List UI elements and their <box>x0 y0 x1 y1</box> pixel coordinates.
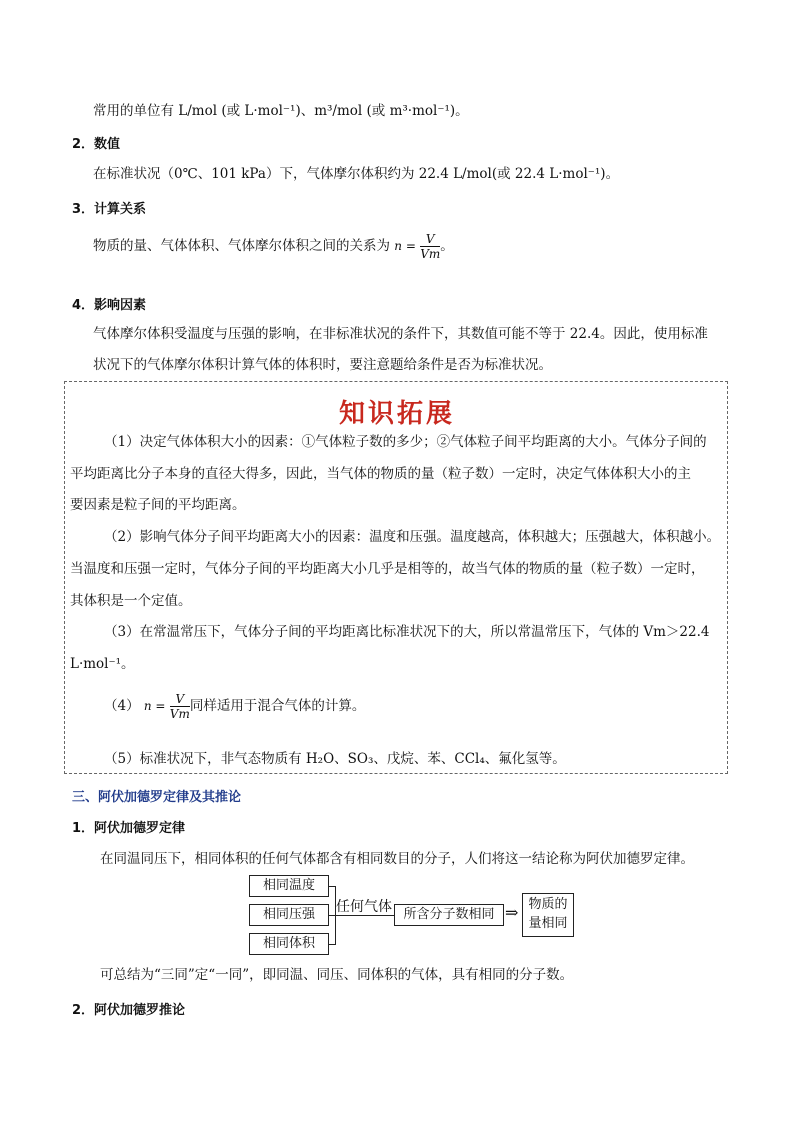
result-box <box>522 893 574 937</box>
condition-volume: 相同体积 <box>249 933 329 955</box>
box-p4-label: （4） <box>104 698 140 714</box>
condition-result-box: 所含分子数相同 <box>394 904 504 926</box>
condition-temperature: 相同温度 <box>249 875 329 897</box>
section-3-heading <box>72 198 146 217</box>
section-title: 阿伏加德罗推论 <box>94 1003 186 1018</box>
law-heading <box>72 817 185 836</box>
section-title: 阿伏加德罗定律 <box>94 821 186 836</box>
box-p4-text: 同样适用于混合气体的计算。 <box>189 698 366 714</box>
box-p4 <box>104 692 365 721</box>
section-title: 影响因素 <box>94 298 147 313</box>
section-2-text: 在标准状况（0℃、101 kPa）下，气体摩尔体积约为 22.4 L/mol(或 22.4 L·mol⁻¹)。 <box>93 166 620 182</box>
box-p3-line-2: L·mol⁻¹。 <box>70 656 135 672</box>
fraction <box>420 232 440 261</box>
box-p2-line-2: 当温度和压强一定时，气体分子间的平均距离大小几乎是相等的，故当气体的物质的量（粒子数）一定时， <box>70 561 705 577</box>
law-text: 在同温同压下，相同体积的任何气体都含有相同数目的分子，人们将这一结论称为阿伏加德罗定律。 <box>100 851 694 867</box>
result-line-1: 物质的 <box>528 897 568 912</box>
formula-n: n = <box>143 699 166 713</box>
formula-n: n = <box>394 239 416 253</box>
box-p1-line-3: 要因素是粒子间的平均距离。 <box>70 497 246 513</box>
units-text: 常用的单位有 L/mol (或 L·mol⁻¹)、m³/mol (或 m³·mol⁻¹)。 <box>93 103 469 119</box>
implies-arrow-icon: ⇒ <box>505 903 519 922</box>
fraction-numerator: V <box>170 692 190 707</box>
any-gas-label: 任何气体 <box>336 899 392 915</box>
box-p2-line-3: 其体积是一个定值。 <box>70 593 192 609</box>
section-2-heading <box>72 133 120 152</box>
section-3-text <box>93 232 454 261</box>
connector <box>336 915 394 916</box>
fraction <box>170 692 190 721</box>
section-number: 2． <box>72 137 95 152</box>
box-p1-line-2: 平均距离比分子本身的直径大得多，因此，当气体的物质的量（粒子数）一定时，决定气体体积大小的主 <box>70 466 691 482</box>
knowledge-box-title: 知识拓展 <box>338 399 455 429</box>
box-p1-line-1: （1）决定气体体积大小的因素：①气体粒子数的多少；②气体粒子间平均距离的大小。气体分子间的 <box>104 434 707 450</box>
chapter-3-heading: 三、阿伏加德罗定律及其推论 <box>72 790 242 805</box>
section-4-heading <box>72 294 146 313</box>
corollary-heading <box>72 999 185 1018</box>
formula-end: 。 <box>440 238 454 254</box>
section-number: 1． <box>72 821 95 836</box>
section-number: 2． <box>72 1003 95 1018</box>
section-4-line-2: 状况下的气体摩尔体积计算气体的体积时，要注意题给条件是否为标准状况。 <box>93 357 552 373</box>
condition-pressure: 相同压强 <box>249 904 329 926</box>
box-p3-line-1: （3）在常温常压下，气体分子间的平均距离比标准状况下的大，所以常温常压下，气体的 Vm＞22.4 <box>104 624 710 640</box>
fraction-numerator: V <box>420 232 440 247</box>
section-title: 计算关系 <box>94 202 147 217</box>
summary-text: 可总结为“三同”定“一同”，即同温、同压、同体积的气体，具有相同的分子数。 <box>100 967 574 983</box>
section-4-line-1: 气体摩尔体积受温度与压强的影响，在非标准状况的条件下，其数值可能不等于 22.4。因此，使用标准 <box>93 326 708 342</box>
result-line-2: 量相同 <box>528 916 568 931</box>
section-title: 数值 <box>94 137 121 152</box>
fraction-denominator: Vm <box>420 247 441 261</box>
box-p2-line-1: （2）影响气体分子间平均距离大小的因素：温度和压强。温度越高，体积越大；压强越大，体积越小。 <box>104 529 721 545</box>
formula-lead-text: 物质的量、气体体积、气体摩尔体积之间的关系为 <box>93 238 390 254</box>
section-number: 3． <box>72 202 95 217</box>
box-p5: （5）标准状况下，非气态物质有 H₂O、SO₃、戊烷、苯、CCl₄、氟化氢等。 <box>104 751 566 767</box>
fraction-denominator: Vm <box>169 707 190 721</box>
section-number: 4． <box>72 298 95 313</box>
